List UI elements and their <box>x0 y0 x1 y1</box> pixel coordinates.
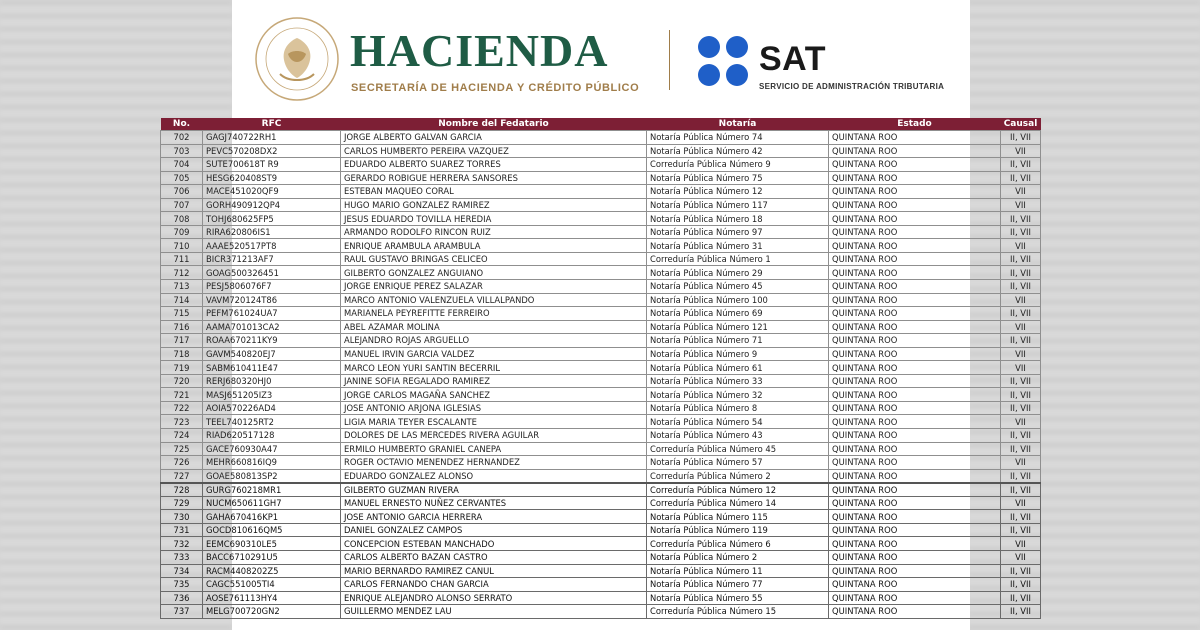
hacienda-brand-name: HACIENDA <box>350 25 609 76</box>
cell-nombre: CONCEPCION ESTEBAN MANCHADO <box>341 537 647 551</box>
cell-nombre: GILBERTO GONZALEZ ANGUIANO <box>341 266 647 280</box>
cell-estado: QUINTANA ROO <box>829 591 1001 605</box>
cell-causal: II, VII <box>1001 469 1041 483</box>
cell-rfc: GOAG500326451 <box>203 266 341 280</box>
cell-causal: II, VII <box>1001 266 1041 280</box>
cell-estado: QUINTANA ROO <box>829 523 1001 537</box>
cell-nombre: GILBERTO GUZMAN RIVERA <box>341 483 647 497</box>
cell-rfc: MELG700720GN2 <box>203 605 341 619</box>
cell-nombre: GERARDO ROBIGUE HERRERA SANSORES <box>341 171 647 185</box>
table-row <box>161 388 1041 402</box>
cell-rfc: NUCM650611GH7 <box>203 496 341 510</box>
cell-causal: VII <box>1001 293 1041 307</box>
table-row <box>161 523 1041 537</box>
table-row <box>161 225 1041 239</box>
cell-no: 729 <box>161 496 203 510</box>
column-header-estado: Estado <box>829 118 1001 131</box>
cell-nombre: HUGO MARIO GONZALEZ RAMIREZ <box>341 198 647 212</box>
table-row <box>161 185 1041 199</box>
table-row <box>161 550 1041 564</box>
table-row <box>161 171 1041 185</box>
cell-notaria: Correduría Pública Número 12 <box>647 483 829 497</box>
cell-no: 734 <box>161 564 203 578</box>
table-row <box>161 578 1041 592</box>
cell-nombre: EDUARDO GONZALEZ ALONSO <box>341 469 647 483</box>
cell-causal: II, VII <box>1001 564 1041 578</box>
table-row <box>161 605 1041 619</box>
cell-no: 712 <box>161 266 203 280</box>
cell-no: 732 <box>161 537 203 551</box>
cell-estado: QUINTANA ROO <box>829 225 1001 239</box>
cell-no: 730 <box>161 510 203 524</box>
cell-estado: QUINTANA ROO <box>829 483 1001 497</box>
cell-estado: QUINTANA ROO <box>829 578 1001 592</box>
cell-notaria: Notaría Pública Número 100 <box>647 293 829 307</box>
cell-notaria: Notaría Pública Número 71 <box>647 334 829 348</box>
cell-estado: QUINTANA ROO <box>829 334 1001 348</box>
cell-nombre: RAUL GUSTAVO BRINGAS CELICEO <box>341 252 647 266</box>
cell-causal: VII <box>1001 185 1041 199</box>
cell-notaria: Notaría Pública Número 117 <box>647 198 829 212</box>
cell-causal: II, VII <box>1001 225 1041 239</box>
cell-no: 737 <box>161 605 203 619</box>
cell-notaria: Notaría Pública Número 57 <box>647 456 829 470</box>
document-header <box>232 0 970 118</box>
cell-estado: QUINTANA ROO <box>829 415 1001 429</box>
cell-no: 718 <box>161 347 203 361</box>
cell-estado: QUINTANA ROO <box>829 293 1001 307</box>
cell-causal: VII <box>1001 144 1041 158</box>
cell-notaria: Notaría Pública Número 119 <box>647 523 829 537</box>
cell-rfc: AOSE761113HY4 <box>203 591 341 605</box>
cell-estado: QUINTANA ROO <box>829 171 1001 185</box>
cell-estado: QUINTANA ROO <box>829 212 1001 226</box>
cell-nombre: JOSE ANTONIO ARJONA IGLESIAS <box>341 401 647 415</box>
cell-notaria: Notaría Pública Número 29 <box>647 266 829 280</box>
table-row <box>161 293 1041 307</box>
cell-no: 723 <box>161 415 203 429</box>
column-header-causal: Causal <box>1001 118 1041 131</box>
cell-notaria: Correduría Pública Número 15 <box>647 605 829 619</box>
cell-nombre: ROGER OCTAVIO MENENDEZ HERNANDEZ <box>341 456 647 470</box>
column-header-nombre: Nombre del Fedatario <box>341 118 647 131</box>
cell-nombre: EDUARDO ALBERTO SUAREZ TORRES <box>341 158 647 172</box>
cell-estado: QUINTANA ROO <box>829 347 1001 361</box>
cell-nombre: MARIO BERNARDO RAMIREZ CANUL <box>341 564 647 578</box>
cell-no: 711 <box>161 252 203 266</box>
cell-causal: VII <box>1001 496 1041 510</box>
cell-notaria: Notaría Pública Número 121 <box>647 320 829 334</box>
cell-rfc: SUTE700618T R9 <box>203 158 341 172</box>
cell-causal: II, VII <box>1001 307 1041 321</box>
cell-notaria: Notaría Pública Número 12 <box>647 185 829 199</box>
cell-estado: QUINTANA ROO <box>829 456 1001 470</box>
cell-causal: II, VII <box>1001 374 1041 388</box>
cell-rfc: RIRA620806IS1 <box>203 225 341 239</box>
cell-nombre: ABEL AZAMAR MOLINA <box>341 320 647 334</box>
cell-notaria: Notaría Pública Número 33 <box>647 374 829 388</box>
cell-estado: QUINTANA ROO <box>829 550 1001 564</box>
cell-estado: QUINTANA ROO <box>829 361 1001 375</box>
cell-nombre: GUILLERMO MENDEZ LAU <box>341 605 647 619</box>
cell-nombre: JOSE ANTONIO GARCIA HERRERA <box>341 510 647 524</box>
header-divider <box>669 30 670 90</box>
cell-notaria: Notaría Pública Número 18 <box>647 212 829 226</box>
cell-estado: QUINTANA ROO <box>829 280 1001 294</box>
table-row <box>161 537 1041 551</box>
cell-no: 719 <box>161 361 203 375</box>
table-header-row <box>161 118 1041 131</box>
cell-notaria: Notaría Pública Número 42 <box>647 144 829 158</box>
cell-rfc: MEHR660816IQ9 <box>203 456 341 470</box>
cell-notaria: Notaría Pública Número 8 <box>647 401 829 415</box>
cell-estado: QUINTANA ROO <box>829 252 1001 266</box>
cell-rfc: ROAA670211KY9 <box>203 334 341 348</box>
cell-notaria: Correduría Pública Número 14 <box>647 496 829 510</box>
cell-notaria: Notaría Pública Número 2 <box>647 550 829 564</box>
cell-no: 721 <box>161 388 203 402</box>
table-row <box>161 158 1041 172</box>
cell-rfc: RIAD620517128 <box>203 429 341 443</box>
cell-estado: QUINTANA ROO <box>829 131 1001 145</box>
cell-causal: II, VII <box>1001 523 1041 537</box>
column-header-no: No. <box>161 118 203 131</box>
cell-no: 707 <box>161 198 203 212</box>
table-row <box>161 591 1041 605</box>
sat-brand-name: SAT <box>759 40 826 78</box>
cell-causal: II, VII <box>1001 401 1041 415</box>
mexican-coat-of-arms-seal <box>254 16 340 102</box>
cell-nombre: MARIANELA PEYREFITTE FERREIRO <box>341 307 647 321</box>
cell-notaria: Correduría Pública Número 1 <box>647 252 829 266</box>
cell-no: 705 <box>161 171 203 185</box>
cell-causal: VII <box>1001 239 1041 253</box>
table-row <box>161 510 1041 524</box>
sat-subtitle: SERVICIO DE ADMINISTRACIÓN TRIBUTARIA <box>759 82 945 91</box>
cell-notaria: Notaría Pública Número 9 <box>647 347 829 361</box>
cell-no: 724 <box>161 429 203 443</box>
cell-estado: QUINTANA ROO <box>829 198 1001 212</box>
cell-nombre: JESUS EDUARDO TOVILLA HEREDIA <box>341 212 647 226</box>
cell-rfc: SABM610411E47 <box>203 361 341 375</box>
cell-causal: VII <box>1001 537 1041 551</box>
cell-estado: QUINTANA ROO <box>829 374 1001 388</box>
table-row <box>161 361 1041 375</box>
cell-nombre: LIGIA MARIA TEYER ESCALANTE <box>341 415 647 429</box>
cell-nombre: ERMILO HUMBERTO GRANIEL CANEPA <box>341 442 647 456</box>
cell-rfc: EEMC690310LE5 <box>203 537 341 551</box>
table-row <box>161 429 1041 443</box>
cell-rfc: GOCD810616QM5 <box>203 523 341 537</box>
cell-rfc: GACE760930A47 <box>203 442 341 456</box>
cell-estado: QUINTANA ROO <box>829 307 1001 321</box>
cell-causal: II, VII <box>1001 578 1041 592</box>
cell-no: 717 <box>161 334 203 348</box>
cell-rfc: CAGC551005TI4 <box>203 578 341 592</box>
cell-nombre: ENRIQUE ALEJANDRO ALONSO SERRATO <box>341 591 647 605</box>
cell-estado: QUINTANA ROO <box>829 266 1001 280</box>
cell-causal: II, VII <box>1001 252 1041 266</box>
cell-nombre: DOLORES DE LAS MERCEDES RIVERA AGUILAR <box>341 429 647 443</box>
table-row <box>161 280 1041 294</box>
cell-nombre: MANUEL IRVIN GARCIA VALDEZ <box>341 347 647 361</box>
cell-nombre: ESTEBAN MAQUEO CORAL <box>341 185 647 199</box>
column-header-notaria: Notaría <box>647 118 829 131</box>
cell-notaria: Notaría Pública Número 54 <box>647 415 829 429</box>
cell-causal: II, VII <box>1001 429 1041 443</box>
cell-rfc: GAGJ740722RH1 <box>203 131 341 145</box>
table-row <box>161 469 1041 483</box>
table-row <box>161 198 1041 212</box>
cell-nombre: JORGE CARLOS MAGAÑA SANCHEZ <box>341 388 647 402</box>
cell-causal: II, VII <box>1001 131 1041 145</box>
cell-no: 709 <box>161 225 203 239</box>
table-row <box>161 266 1041 280</box>
cell-causal: II, VII <box>1001 212 1041 226</box>
cell-nombre: CARLOS HUMBERTO PEREIRA VAZQUEZ <box>341 144 647 158</box>
cell-estado: QUINTANA ROO <box>829 185 1001 199</box>
cell-no: 703 <box>161 144 203 158</box>
cell-estado: QUINTANA ROO <box>829 401 1001 415</box>
cell-no: 710 <box>161 239 203 253</box>
cell-no: 704 <box>161 158 203 172</box>
cell-no: 727 <box>161 469 203 483</box>
cell-notaria: Notaría Pública Número 43 <box>647 429 829 443</box>
cell-rfc: RERJ680320HJ0 <box>203 374 341 388</box>
cell-nombre: ALEJANDRO ROJAS ARGUELLO <box>341 334 647 348</box>
cell-no: 736 <box>161 591 203 605</box>
cell-no: 726 <box>161 456 203 470</box>
cell-notaria: Notaría Pública Número 32 <box>647 388 829 402</box>
cell-notaria: Correduría Pública Número 9 <box>647 158 829 172</box>
cell-rfc: AAMA701013CA2 <box>203 320 341 334</box>
cell-rfc: BACC6710291U5 <box>203 550 341 564</box>
cell-no: 714 <box>161 293 203 307</box>
cell-nombre: JORGE ALBERTO GALVAN GARCIA <box>341 131 647 145</box>
cell-notaria: Notaría Pública Número 31 <box>647 239 829 253</box>
cell-no: 720 <box>161 374 203 388</box>
cell-notaria: Correduría Pública Número 6 <box>647 537 829 551</box>
cell-causal: VII <box>1001 320 1041 334</box>
cell-rfc: AOIA570226AD4 <box>203 401 341 415</box>
cell-rfc: VAVM720124T86 <box>203 293 341 307</box>
cell-estado: QUINTANA ROO <box>829 442 1001 456</box>
cell-nombre: MARCO LEON YURI SANTIN BECERRIL <box>341 361 647 375</box>
cell-rfc: GAHA670416KP1 <box>203 510 341 524</box>
column-header-rfc: RFC <box>203 118 341 131</box>
table-row <box>161 456 1041 470</box>
cell-causal: II, VII <box>1001 605 1041 619</box>
cell-rfc: AAAE520517PT8 <box>203 239 341 253</box>
cell-causal: VII <box>1001 415 1041 429</box>
table-body <box>161 131 1041 619</box>
sat-logo-icon <box>695 33 751 89</box>
cell-notaria: Notaría Pública Número 11 <box>647 564 829 578</box>
cell-rfc: TEEL740125RT2 <box>203 415 341 429</box>
cell-notaria: Notaría Pública Número 77 <box>647 578 829 592</box>
cell-rfc: RACM4408202Z5 <box>203 564 341 578</box>
cell-causal: VII <box>1001 198 1041 212</box>
cell-nombre: CARLOS FERNANDO CHAN GARCIA <box>341 578 647 592</box>
cell-rfc: BICR371213AF7 <box>203 252 341 266</box>
table-row <box>161 401 1041 415</box>
table-row <box>161 239 1041 253</box>
cell-no: 722 <box>161 401 203 415</box>
cell-rfc: GURG760218MR1 <box>203 483 341 497</box>
hacienda-subtitle: SECRETARÍA DE HACIENDA Y CRÉDITO PÚBLICO <box>351 82 640 94</box>
cell-no: 733 <box>161 550 203 564</box>
cell-rfc: MASJ651205IZ3 <box>203 388 341 402</box>
cell-rfc: PEVC570208DX2 <box>203 144 341 158</box>
cell-causal: II, VII <box>1001 388 1041 402</box>
table-row <box>161 144 1041 158</box>
cell-rfc: HESG620408ST9 <box>203 171 341 185</box>
cell-nombre: ARMANDO RODOLFO RINCON RUIZ <box>341 225 647 239</box>
table-row <box>161 415 1041 429</box>
table-row <box>161 212 1041 226</box>
cell-rfc: MACE451020QF9 <box>203 185 341 199</box>
cell-notaria: Correduría Pública Número 45 <box>647 442 829 456</box>
cell-estado: QUINTANA ROO <box>829 239 1001 253</box>
table-row <box>161 496 1041 510</box>
table-row <box>161 347 1041 361</box>
cell-notaria: Correduría Pública Número 2 <box>647 469 829 483</box>
table-row <box>161 334 1041 348</box>
cell-notaria: Notaría Pública Número 45 <box>647 280 829 294</box>
cell-notaria: Notaría Pública Número 75 <box>647 171 829 185</box>
cell-notaria: Notaría Pública Número 55 <box>647 591 829 605</box>
cell-causal: VII <box>1001 361 1041 375</box>
cell-causal: VII <box>1001 550 1041 564</box>
cell-no: 725 <box>161 442 203 456</box>
cell-causal: VII <box>1001 347 1041 361</box>
cell-estado: QUINTANA ROO <box>829 510 1001 524</box>
cell-estado: QUINTANA ROO <box>829 144 1001 158</box>
cell-no: 706 <box>161 185 203 199</box>
cell-estado: QUINTANA ROO <box>829 429 1001 443</box>
cell-no: 715 <box>161 307 203 321</box>
cell-no: 731 <box>161 523 203 537</box>
fedatarios-table-container <box>160 118 1040 630</box>
fedatarios-table <box>160 118 1041 619</box>
cell-nombre: MANUEL ERNESTO NUÑEZ CERVANTES <box>341 496 647 510</box>
cell-rfc: PEFM761024UA7 <box>203 307 341 321</box>
cell-causal: VII <box>1001 456 1041 470</box>
cell-causal: II, VII <box>1001 280 1041 294</box>
cell-estado: QUINTANA ROO <box>829 158 1001 172</box>
table-row <box>161 483 1041 497</box>
cell-notaria: Notaría Pública Número 69 <box>647 307 829 321</box>
cell-rfc: TOHJ680625FP5 <box>203 212 341 226</box>
table-row <box>161 252 1041 266</box>
cell-causal: II, VII <box>1001 442 1041 456</box>
cell-no: 708 <box>161 212 203 226</box>
cell-nombre: JORGE ENRIQUE PEREZ SALAZAR <box>341 280 647 294</box>
cell-nombre: CARLOS ALBERTO BAZAN CASTRO <box>341 550 647 564</box>
cell-notaria: Notaría Pública Número 97 <box>647 225 829 239</box>
table-row <box>161 564 1041 578</box>
cell-nombre: ENRIQUE ARAMBULA ARAMBULA <box>341 239 647 253</box>
cell-rfc: GORH490912QP4 <box>203 198 341 212</box>
table-row <box>161 131 1041 145</box>
cell-causal: II, VII <box>1001 591 1041 605</box>
cell-estado: QUINTANA ROO <box>829 564 1001 578</box>
cell-estado: QUINTANA ROO <box>829 469 1001 483</box>
cell-no: 716 <box>161 320 203 334</box>
cell-causal: II, VII <box>1001 158 1041 172</box>
cell-estado: QUINTANA ROO <box>829 320 1001 334</box>
cell-estado: QUINTANA ROO <box>829 605 1001 619</box>
cell-causal: II, VII <box>1001 510 1041 524</box>
cell-nombre: DANIEL GONZALEZ CAMPOS <box>341 523 647 537</box>
cell-causal: II, VII <box>1001 171 1041 185</box>
table-row <box>161 374 1041 388</box>
cell-estado: QUINTANA ROO <box>829 388 1001 402</box>
cell-nombre: JANINE SOFIA REGALADO RAMIREZ <box>341 374 647 388</box>
cell-rfc: GOAE580813SP2 <box>203 469 341 483</box>
cell-notaria: Notaría Pública Número 61 <box>647 361 829 375</box>
cell-causal: II, VII <box>1001 483 1041 497</box>
cell-causal: II, VII <box>1001 334 1041 348</box>
table-row <box>161 307 1041 321</box>
cell-no: 735 <box>161 578 203 592</box>
cell-notaria: Notaría Pública Número 115 <box>647 510 829 524</box>
cell-no: 702 <box>161 131 203 145</box>
cell-rfc: GAVM540820EJ7 <box>203 347 341 361</box>
cell-no: 713 <box>161 280 203 294</box>
cell-nombre: MARCO ANTONIO VALENZUELA VILLALPANDO <box>341 293 647 307</box>
table-row <box>161 442 1041 456</box>
cell-no: 728 <box>161 483 203 497</box>
cell-rfc: PESJ5806076F7 <box>203 280 341 294</box>
cell-estado: QUINTANA ROO <box>829 496 1001 510</box>
cell-estado: QUINTANA ROO <box>829 537 1001 551</box>
cell-notaria: Notaría Pública Número 74 <box>647 131 829 145</box>
table-row <box>161 320 1041 334</box>
